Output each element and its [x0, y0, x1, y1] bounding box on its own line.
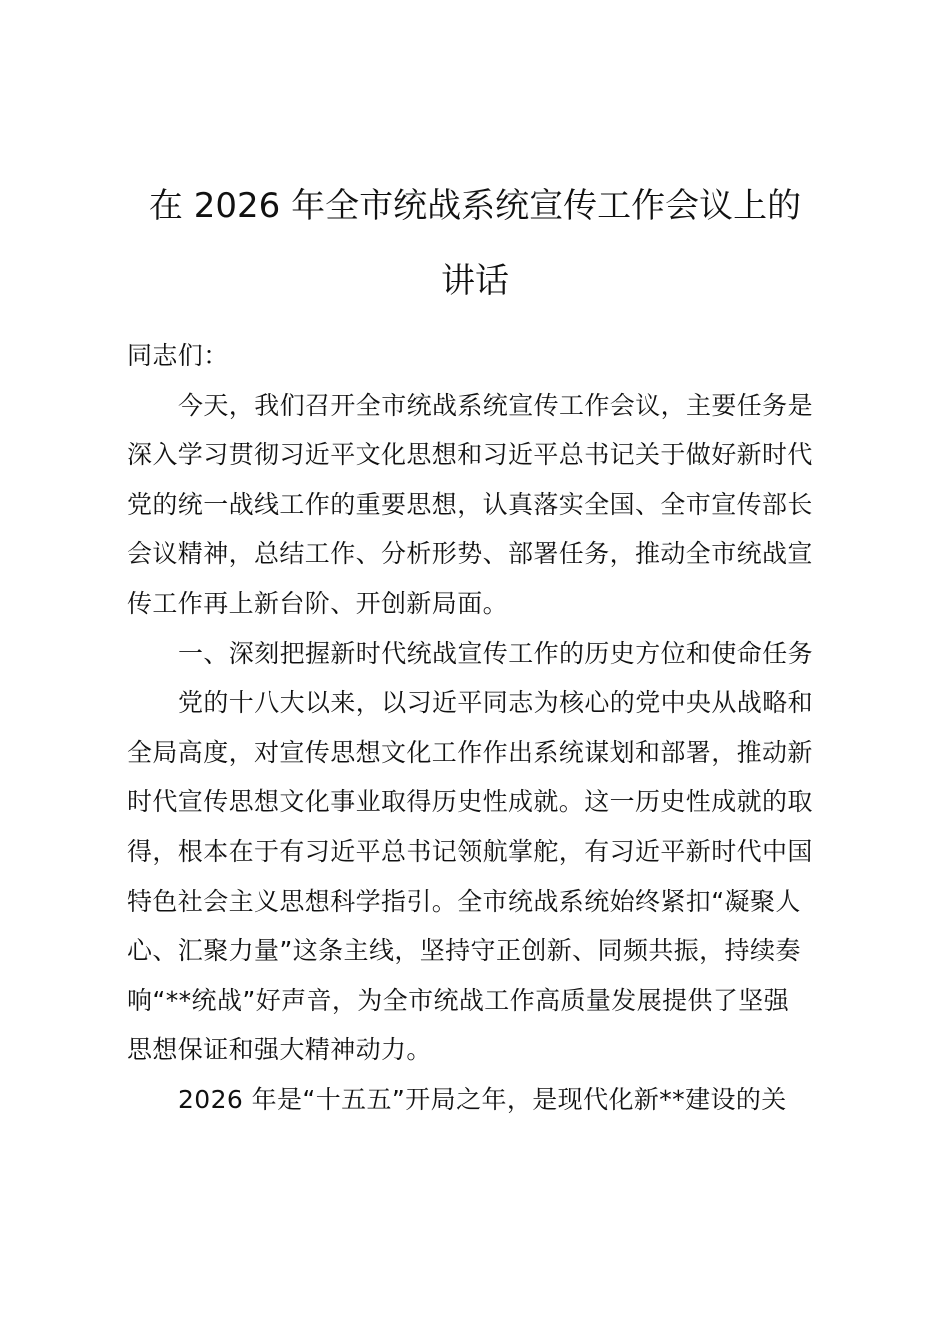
document-title-line-1: 在 2026 年全市统战系统宣传工作会议上的 — [148, 186, 802, 226]
salutation: 同志们： — [127, 341, 229, 370]
paragraph-section1-line: 得，根本在于有习近平总书记领航掌舵，有习近平新时代中国 — [127, 836, 813, 866]
paragraph-2026-line: 2026 年是“十五五”开局之年，是现代化新**建设的关 — [178, 1084, 787, 1114]
paragraph-section1-line: 特色社会主义思想科学指引。全市统战系统始终紧扣“凝聚人 — [127, 886, 801, 916]
document-body — [127, 336, 847, 1130]
paragraph-intro-line: 会议精神，总结工作、分析形势、部署任务，推动全市统战宣 — [127, 539, 813, 569]
document-title-line-2: 讲话 — [441, 261, 509, 301]
paragraph-section1-line: 思想保证和强大精神动力。 — [127, 1035, 432, 1065]
paragraph-intro-line: 党的统一战线工作的重要思想，认真落实全国、全市宣传部长 — [127, 489, 813, 519]
paragraph-intro-line: 传工作再上新台阶、开创新局面。 — [127, 588, 509, 618]
paragraph-intro-line: 今天，我们召开全市统战系统宣传工作会议，主要任务是 — [178, 390, 814, 420]
paragraph-section1-line: 全局高度，对宣传思想文化工作作出系统谋划和部署，推动新 — [127, 737, 813, 767]
paragraph-section1-line: 心、汇聚力量”这条主线，坚持守正创新、同频共振，持续奏 — [127, 936, 801, 966]
paragraph-section1-line: 时代宣传思想文化事业取得历史性成就。这一历史性成就的取 — [127, 787, 813, 817]
paragraph-intro-line: 深入学习贯彻习近平文化思想和习近平总书记关于做好新时代 — [127, 440, 813, 470]
paragraph-section1-line: 响“**统战”好声音，为全市统战工作高质量发展提供了坚强 — [127, 985, 790, 1015]
paragraph-section1-line: 党的十八大以来，以习近平同志为核心的党中央从战略和 — [178, 688, 814, 718]
section-heading-1: 一、深刻把握新时代统战宣传工作的历史方位和使命任务 — [178, 638, 814, 668]
